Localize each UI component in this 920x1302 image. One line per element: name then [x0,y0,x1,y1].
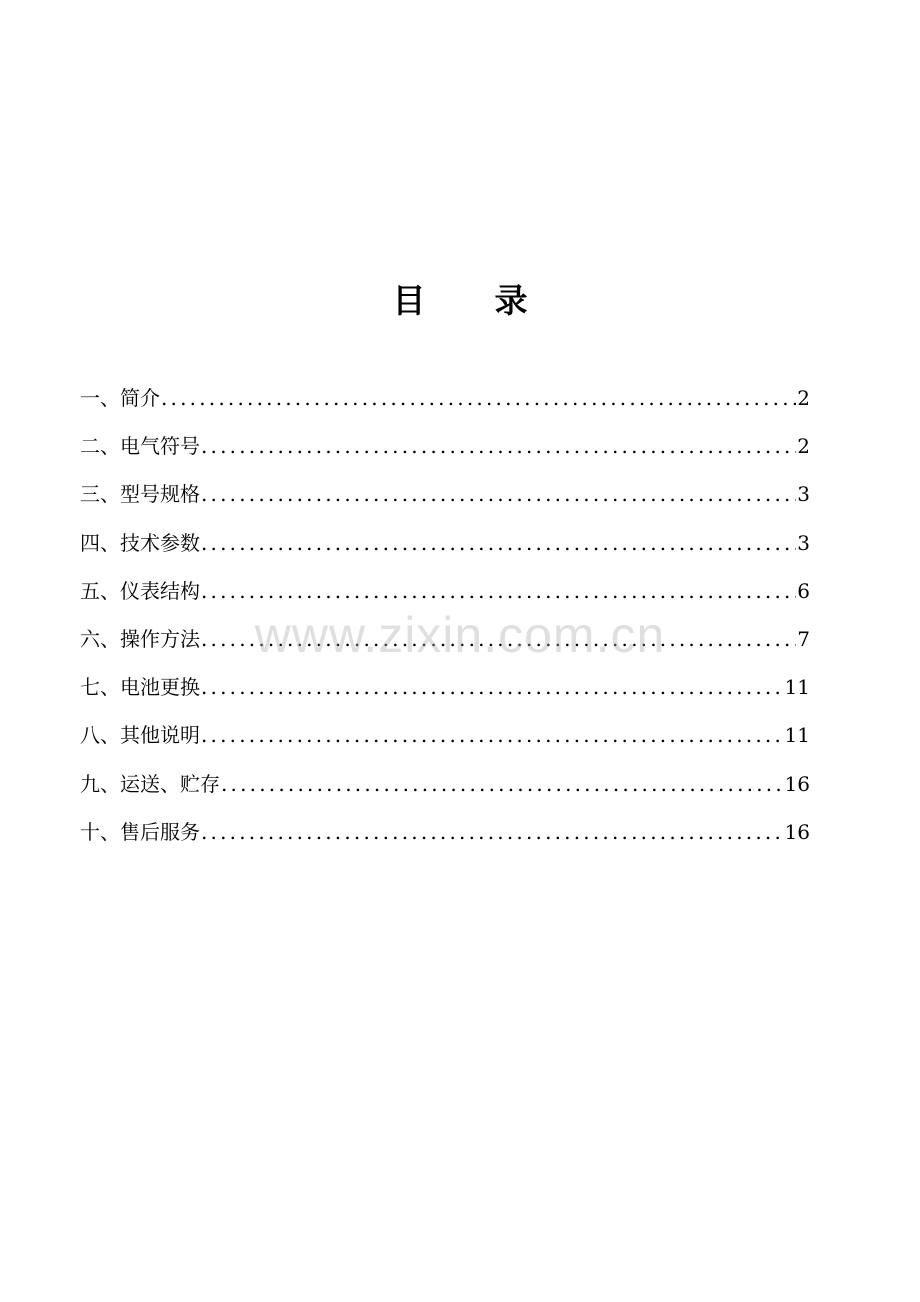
toc-entry-page: 3 [797,482,810,507]
toc-entry[interactable] [80,712,810,760]
toc-dot-leader [201,809,784,855]
toc-entry[interactable] [80,761,810,809]
toc-entry-page: 2 [797,386,810,410]
toc-entry-label: 二、电气符号 [80,434,200,459]
toc-dot-leader [201,568,796,614]
toc-entry[interactable] [80,568,810,616]
toc-title: 目 录 [392,281,528,320]
toc-entry[interactable] [80,664,810,712]
toc-dot-leader [201,712,784,758]
toc-dot-leader [201,520,796,566]
toc-dot-leader [201,664,784,710]
toc-entry-page: 6 [797,578,810,603]
toc-entry[interactable] [80,423,810,471]
toc-entry-label: 三、型号规格 [80,482,200,507]
toc-entry-label: 五、仪表结构 [80,578,200,603]
toc-dot-leader [221,761,784,807]
toc-entry-label: 一、简介 [80,386,160,410]
toc-entry-label: 七、电池更换 [80,675,200,700]
toc-entry[interactable] [80,616,810,664]
toc-entry[interactable] [80,520,810,568]
toc-entry-page: 11 [784,723,810,748]
toc-entry-page: 11 [784,675,810,700]
toc-entry-page: 16 [784,819,810,844]
toc-dot-leader [161,375,796,421]
toc-dot-leader [201,471,796,517]
toc-entry-label: 十、售后服务 [80,819,200,844]
toc-entry-label: 六、操作方法 [80,626,200,651]
toc-entry-page: 16 [784,771,810,796]
toc-entry-page: 2 [797,434,810,459]
toc-entry[interactable] [80,471,810,519]
toc-entry-page: 7 [797,626,810,651]
table-of-contents [80,375,810,857]
toc-dot-leader [201,423,796,469]
toc-entry[interactable] [80,375,810,423]
toc-entry-label: 八、其他说明 [80,723,200,748]
toc-entry-page: 3 [797,530,810,555]
toc-entry-label: 九、运送、贮存 [80,771,220,796]
toc-entry[interactable] [80,809,810,857]
watermark-text: www.zixin.com.cn [254,607,666,663]
toc-dot-leader [201,616,796,662]
toc-entry-label: 四、技术参数 [80,530,200,555]
